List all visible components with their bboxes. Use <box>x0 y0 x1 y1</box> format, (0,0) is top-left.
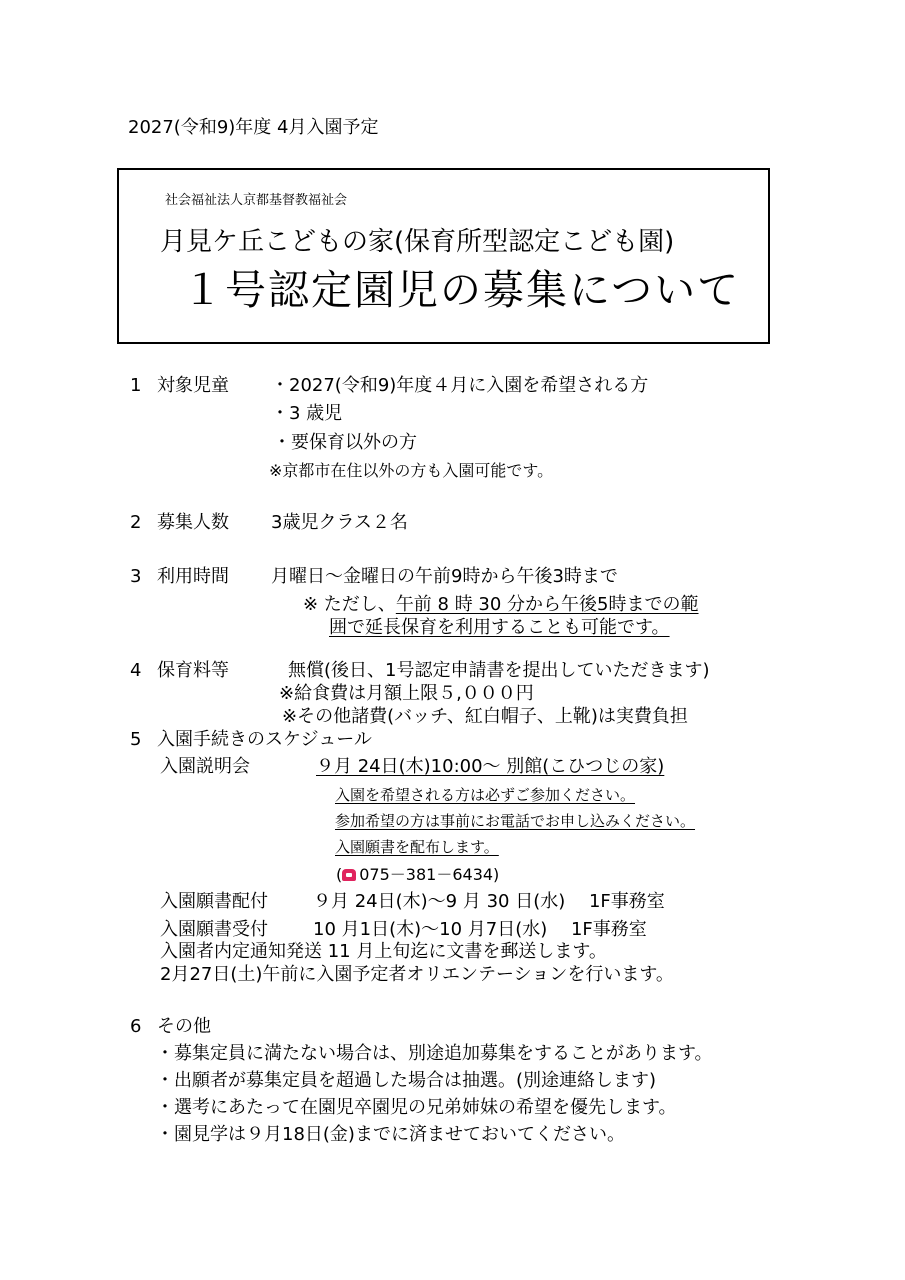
section-5-label: 入園手続きのスケジュール <box>157 729 372 750</box>
section-3-value: 月曜日～金曜日の午前9時から午後3時まで <box>271 566 618 587</box>
section-2-value: 3歳児クラス２名 <box>271 512 408 533</box>
section-1-item: ・要保育以外の方 <box>273 432 417 453</box>
section-5-number: 5 <box>130 729 142 750</box>
briefing-value: ９月 24日(木)10:00～ 別館(こひつじの家) <box>316 756 665 777</box>
section-3-note-underlined: 午前 8 時 30 分から午後5時までの範 <box>395 594 699 615</box>
briefing-note: 入園願書を配布します。 <box>335 838 499 856</box>
section-4-note: ※その他諸費(バッチ、紅白帽子、上靴)は実費負担 <box>282 706 688 727</box>
section-4-number: 4 <box>130 660 142 681</box>
section-6-item: ・出願者が募集定員を超過した場合は抽選。(別途連絡します) <box>156 1070 657 1091</box>
section-4-label: 保育料等 <box>157 660 229 681</box>
year-heading: 2027(令和9)年度 4月入園予定 <box>128 117 379 138</box>
section-6-item: ・園見学は９月18日(金)までに済ませておいてください。 <box>156 1124 625 1145</box>
section-6-number: 6 <box>130 1016 142 1037</box>
section-2-number: 2 <box>130 512 142 533</box>
section-4-note: ※給食費は月額上限５,０００円 <box>279 683 534 704</box>
section-3-note-prefix: ※ ただし、 <box>303 594 396 615</box>
application-receipt-label: 入園願書受付 <box>160 919 268 940</box>
briefing-note: 入園を希望される方は必ずご参加ください。 <box>335 786 636 804</box>
section-1-item: ・2027(令和9)年度４月に入園を希望される方 <box>271 375 649 396</box>
section-6-label: その他 <box>157 1016 211 1037</box>
section-4-value: 無償(後日、1号認定申請書を提出していただきます) <box>288 660 710 681</box>
briefing-note: 参加希望の方は事前にお電話でお申し込みください。 <box>335 812 696 830</box>
section-1-note: ※京都市在住以外の方も入園可能です。 <box>269 461 554 480</box>
orientation-notice: 2月27日(土)午前に入園予定者オリエンテーションを行います。 <box>160 964 674 985</box>
acceptance-notice: 入園者内定通知発送 11 月上旬迄に文書を郵送します。 <box>160 941 607 962</box>
application-distribution-label: 入園願書配付 <box>160 891 268 912</box>
section-3-label: 利用時間 <box>157 566 229 587</box>
section-6-item: ・募集定員に満たない場合は、別途追加募集をすることがあります。 <box>156 1043 713 1064</box>
section-3-number: 3 <box>130 566 142 587</box>
section-1-item: ・3 歳児 <box>271 403 343 424</box>
application-receipt-value: 10 月1日(木)～10 月7日(水) 1F事務室 <box>313 919 647 940</box>
phone-number: 075－381－6434) <box>359 865 500 884</box>
section-6-item: ・選考にあたって在園児卒園児の兄弟姉妹の希望を優先します。 <box>156 1097 677 1118</box>
telephone-icon <box>342 869 356 881</box>
page-title: １号認定園児の募集について <box>182 266 741 314</box>
section-2-label: 募集人数 <box>157 512 229 533</box>
phone-open-paren: ( <box>336 865 343 884</box>
briefing-label: 入園説明会 <box>160 756 250 777</box>
facility-name: 月見ケ丘こどもの家(保育所型認定こども園) <box>160 227 675 257</box>
phone-line <box>336 867 499 883</box>
section-1-number: 1 <box>130 375 142 396</box>
application-distribution-value: ９月 24日(木)～9 月 30 日(水) 1F事務室 <box>313 891 665 912</box>
organization-name: 社会福祉法人京都基督教福祉会 <box>165 193 348 208</box>
section-3-note <box>303 596 699 614</box>
section-1-label: 対象児童 <box>157 375 229 396</box>
section-3-note-line2: 囲で延長保育を利用することも可能です。 <box>329 617 670 638</box>
